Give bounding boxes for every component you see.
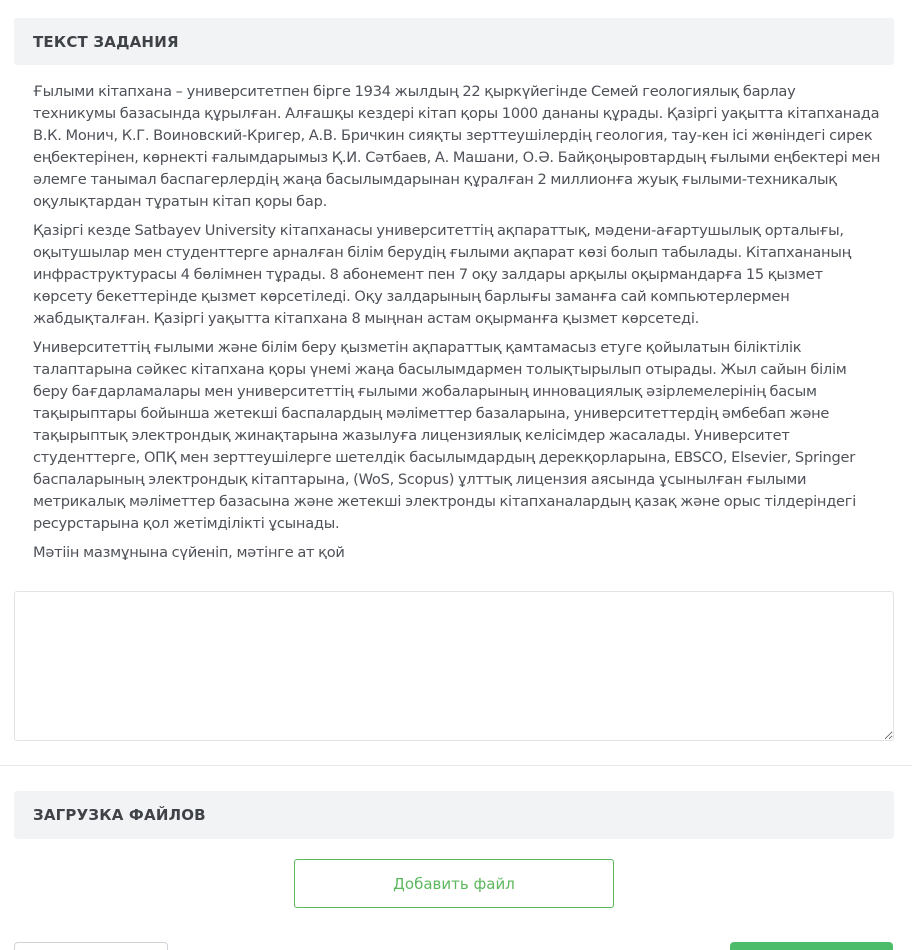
task-instruction: Мәтіін мазмұнына сүйеніп, мәтінге ат қой (33, 544, 345, 561)
submit-button[interactable] (730, 942, 893, 950)
answer-textarea[interactable] (14, 591, 894, 741)
section-divider (0, 765, 912, 766)
back-button[interactable] (14, 942, 168, 950)
file-upload-header (14, 791, 894, 839)
task-paragraph: Қазіргі кезде Satbayev University кітапханасы университеттің ақпараттық, мәдени-ағартушылық орталығы, оқытушылар мен студенттерге арналған білім берудің ғылыми ақпарат көзі болып табылады. Кітапхананың инфраструктурасы 4 бөлімнен тұрады. 8 абонемент пен 7 оқу залдары арқылы оқырмандарға 15 қызмет көрсету бекеттерінде қызмет көрсетіледі. Оқу залдарының барлығы заманға сай компьютерлермен жабдықталған. Қазіргі уақытта кітапхана 8 мыңнан астам оқырманға қызмет көрсетеді. (33, 222, 851, 327)
add-file-button[interactable]: Добавить файл (294, 859, 614, 908)
task-text-header (14, 18, 894, 65)
file-upload-title: ЗАГРУЗКА ФАЙЛОВ (33, 806, 206, 824)
task-paragraph: Университеттің ғылыми және білім беру қызметін ақпараттық қамтамасыз етуге қойылатын біліктілік талаптарына сәйкес кітапхана қоры үнемі жаңа басылымдармен толықтырылып отырады. Жыл сайын білім беру бағдарламалары мен университеттің ғылыми жобаларының инновациялық әзірлемелерінің басым тақырыптары бойынша жетекші баспалардың мәліметтер базаларына, университеттердің әмбебап және тақырыптық электрондық жинақтарына жазылуға лицензиялық келісімдер жасалады. Университет студенттерге, ОПҚ мен зерттеушілерге шетелдік басылымдардың дерекқорларына, EBSCO, Elsevier, Springer баспаларының электрондық кітаптарына, (WoS, Scopus) ұлттық лицензия аясында ұсынылған ғылыми метрикалық мәліметтер базасына және жетекші электронды кітапханалардың қазақ және орыс тілдеріндегі ресурстарына қол жетімділікті ұсынады. (33, 339, 857, 532)
task-text-title: ТЕКСТ ЗАДАНИЯ (33, 32, 179, 51)
task-paragraph: Ғылыми кітапхана – университетпен бірге 1934 жылдың 22 қыркүйегінде Семей геологиялық барлау техникумы базасында құрылған. Алғашқы кездері кітап қоры 1000 дананы құрады. Қазіргі уақытта кітапханада В.К. Монич, К.Г. Воиновский-Кригер, А.В. Бричкин сияқты зерттеушілердің геология, тау-кен ісі жөніндегі сирек еңбектерінен, көрнекті ғалымдарымыз Қ.И. Сәтбаев, А. Машани, О.Ә. Байқоңыровтардың ғылыми еңбектері мен әлемге танымал баспагерлердің жаңа басылымдарынан құралған 2 миллионға жуық ғылыми-техникалық оқулықтардан тұратын кітап қоры бар. (33, 83, 881, 210)
task-text-body (33, 81, 881, 571)
